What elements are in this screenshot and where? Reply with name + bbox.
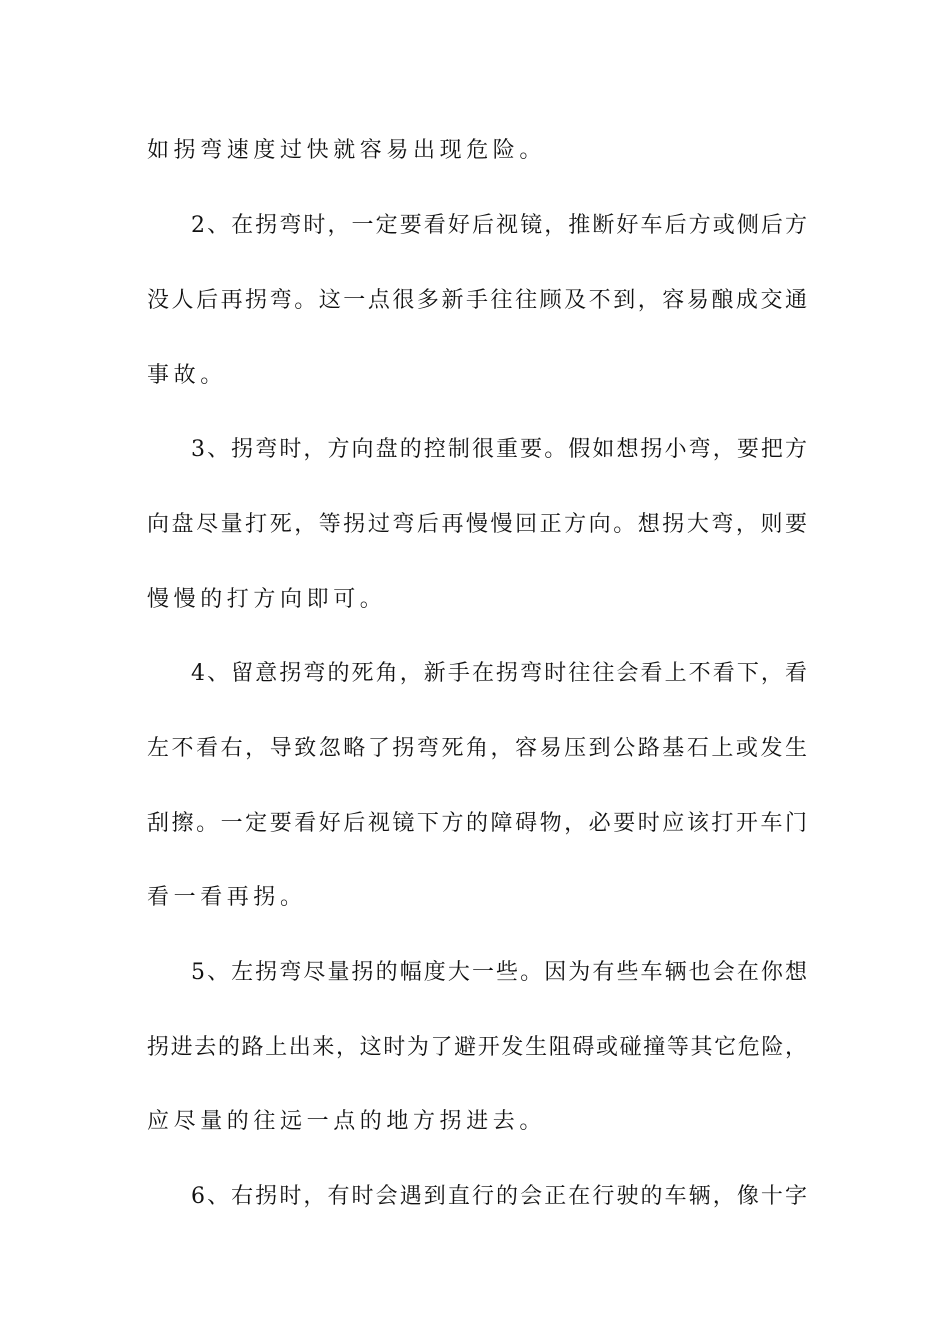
paragraph-4-line: 刮擦。一定要看好后视镜下方的障碍物，必要时应该打开车门: [147, 811, 807, 836]
paragraph-5-line: 拐进去的路上出来，这时为了避开发生阻碍或碰撞等其它危险，: [147, 1035, 807, 1060]
paragraph-4-line: 看一看再拐。: [147, 885, 307, 910]
paragraph-4-line: 左不看右，导致忽略了拐弯死角，容易压到公路基石上或发生: [147, 736, 807, 761]
paragraph-2-line: 2、在拐弯时，一定要看好后视镜，推断好车后方或侧后方: [191, 213, 807, 238]
paragraph-3-line: 慢慢的打方向即可。: [147, 587, 387, 612]
paragraph-5-line: 应尽量的往远一点的地方拐进去。: [147, 1109, 547, 1134]
paragraph-3-line: 3、拐弯时，方向盘的控制很重要。假如想拐小弯，要把方: [191, 437, 807, 462]
paragraph-2-line: 事故。: [147, 363, 227, 388]
paragraph-4-line: 4、留意拐弯的死角，新手在拐弯时往往会看上不看下，看: [191, 661, 807, 686]
paragraph-2-line: 没人后再拐弯。这一点很多新手往往顾及不到，容易酿成交通: [147, 288, 807, 313]
text-line: 如拐弯速度过快就容易出现危险。: [147, 138, 547, 163]
paragraph-3-line: 向盘尽量打死，等拐过弯后再慢慢回正方向。想拐大弯，则要: [147, 512, 807, 537]
paragraph-6-line: 6、右拐时，有时会遇到直行的会正在行驶的车辆，像十字: [191, 1184, 807, 1209]
paragraph-5-line: 5、左拐弯尽量拐的幅度大一些。因为有些车辆也会在你想: [191, 960, 807, 985]
